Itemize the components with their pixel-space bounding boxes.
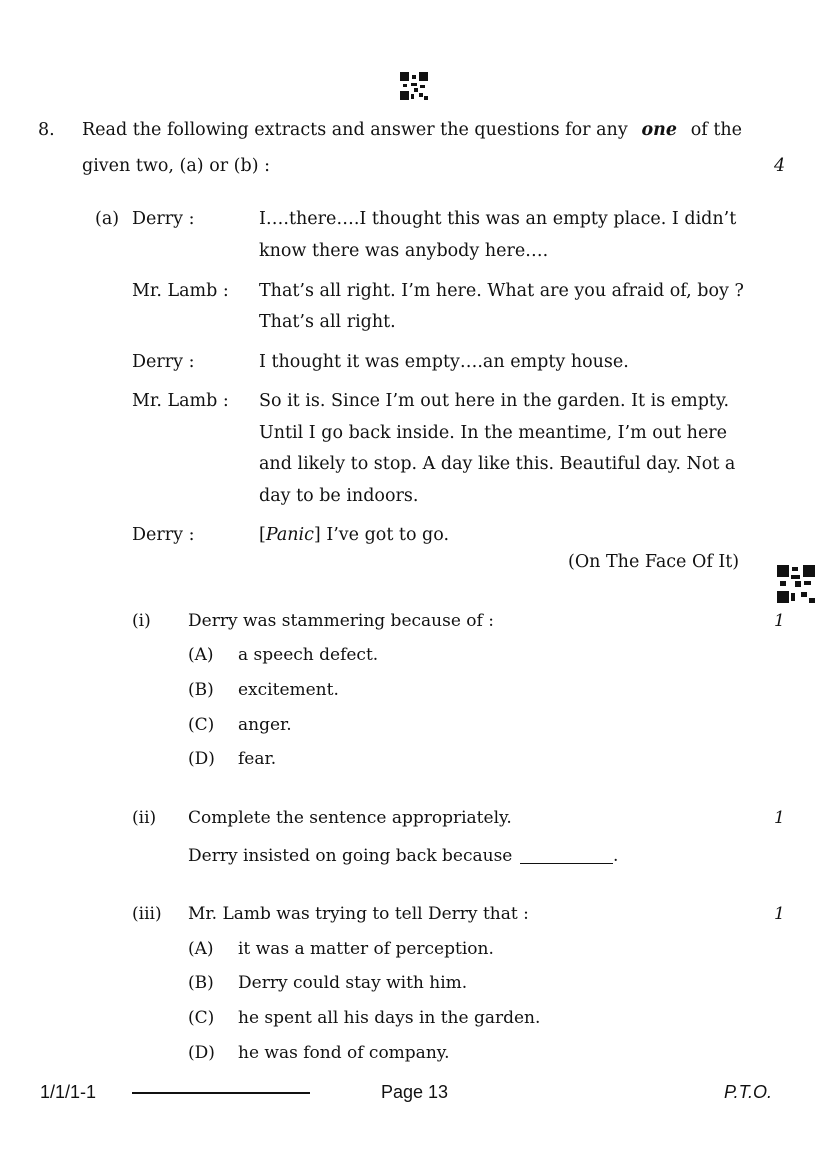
page-number: Page 13 [381,1082,449,1102]
subquestion-number: (i) [132,611,151,631]
option-label: (B) [188,680,214,700]
paper-code: 1/1/1-1 [40,1082,97,1102]
option-text: he spent all his days in the garden. [238,1008,541,1028]
question-marks: 4 [774,156,786,176]
dialogue-line: and likely to stop. A day like this. Beautiful day. Not a [259,454,736,474]
question-text-emphasis: one [641,120,677,140]
dialogue-line: So it is. Since I’m out here in the garden. It is empty. [259,391,730,411]
fill-in-sentence: Derry insisted on going back because [188,846,513,866]
question-number: 8. [38,120,55,140]
dialogue-text: I’ve got to go. [326,525,450,545]
answer-blank [520,863,613,864]
dialogue-line: That’s all right. I’m here. What are you afraid of, boy ? [259,281,744,301]
subquestion-text: Complete the sentence appropriately. [188,808,512,828]
subquestion-marks: 1 [774,611,785,631]
extract-label: (a) [95,209,120,229]
pto-label: P.T.O. [724,1082,773,1102]
option-text: anger. [238,715,292,735]
subquestion-text: Derry was stammering because of : [188,611,494,631]
question-line-1 [82,120,742,140]
question-line-2: given two, (a) or (b) : [82,156,270,176]
subquestion-text: Mr. Lamb was trying to tell Derry that : [188,904,529,924]
option-text: Derry could stay with him. [238,973,468,993]
option-label: (A) [188,645,214,665]
option-text: it was a matter of perception. [238,939,494,959]
speaker-label: Mr. Lamb : [132,281,229,301]
speaker-label: Derry : [132,525,195,545]
subquestion-number: (ii) [132,808,157,828]
dialogue-line: know there was anybody here…. [259,241,549,261]
stage-direction: Panic [265,525,314,545]
speaker-label: Derry : [132,209,195,229]
dialogue-line: I thought it was empty….an empty house. [259,352,629,372]
subquestion-marks: 1 [774,904,785,924]
qr-code-side [777,565,815,603]
option-text: he was fond of company. [238,1043,450,1063]
dialogue-line: That’s all right. [259,312,396,332]
option-text: a speech defect. [238,645,379,665]
speaker-label: Mr. Lamb : [132,391,229,411]
subquestion-marks: 1 [774,808,785,828]
extract-source: (On The Face Of It) [568,552,740,572]
question-text-post: of the [690,120,742,140]
dialogue-line: day to be indoors. [259,486,419,506]
footer-rule [132,1092,310,1094]
question-text-pre: Read the following extracts and answer the questions for any [82,120,628,140]
option-text: excitement. [238,680,339,700]
option-label: (A) [188,939,214,959]
option-label: (D) [188,1043,215,1063]
subquestion-number: (iii) [132,904,162,924]
speaker-label: Derry : [132,352,195,372]
sentence-period: . [613,846,619,866]
option-text: fear. [238,749,277,769]
option-label: (D) [188,749,215,769]
dialogue-line: I….there….I thought this was an empty place. I didn’t [259,209,737,229]
dialogue-line: Until I go back inside. In the meantime, I’m out here [259,423,728,443]
option-label: (C) [188,1008,215,1028]
option-label: (B) [188,973,214,993]
dialogue-line-stage: [Panic] I’ve got to go. [259,525,450,545]
qr-code-top [400,72,428,100]
option-label: (C) [188,715,215,735]
